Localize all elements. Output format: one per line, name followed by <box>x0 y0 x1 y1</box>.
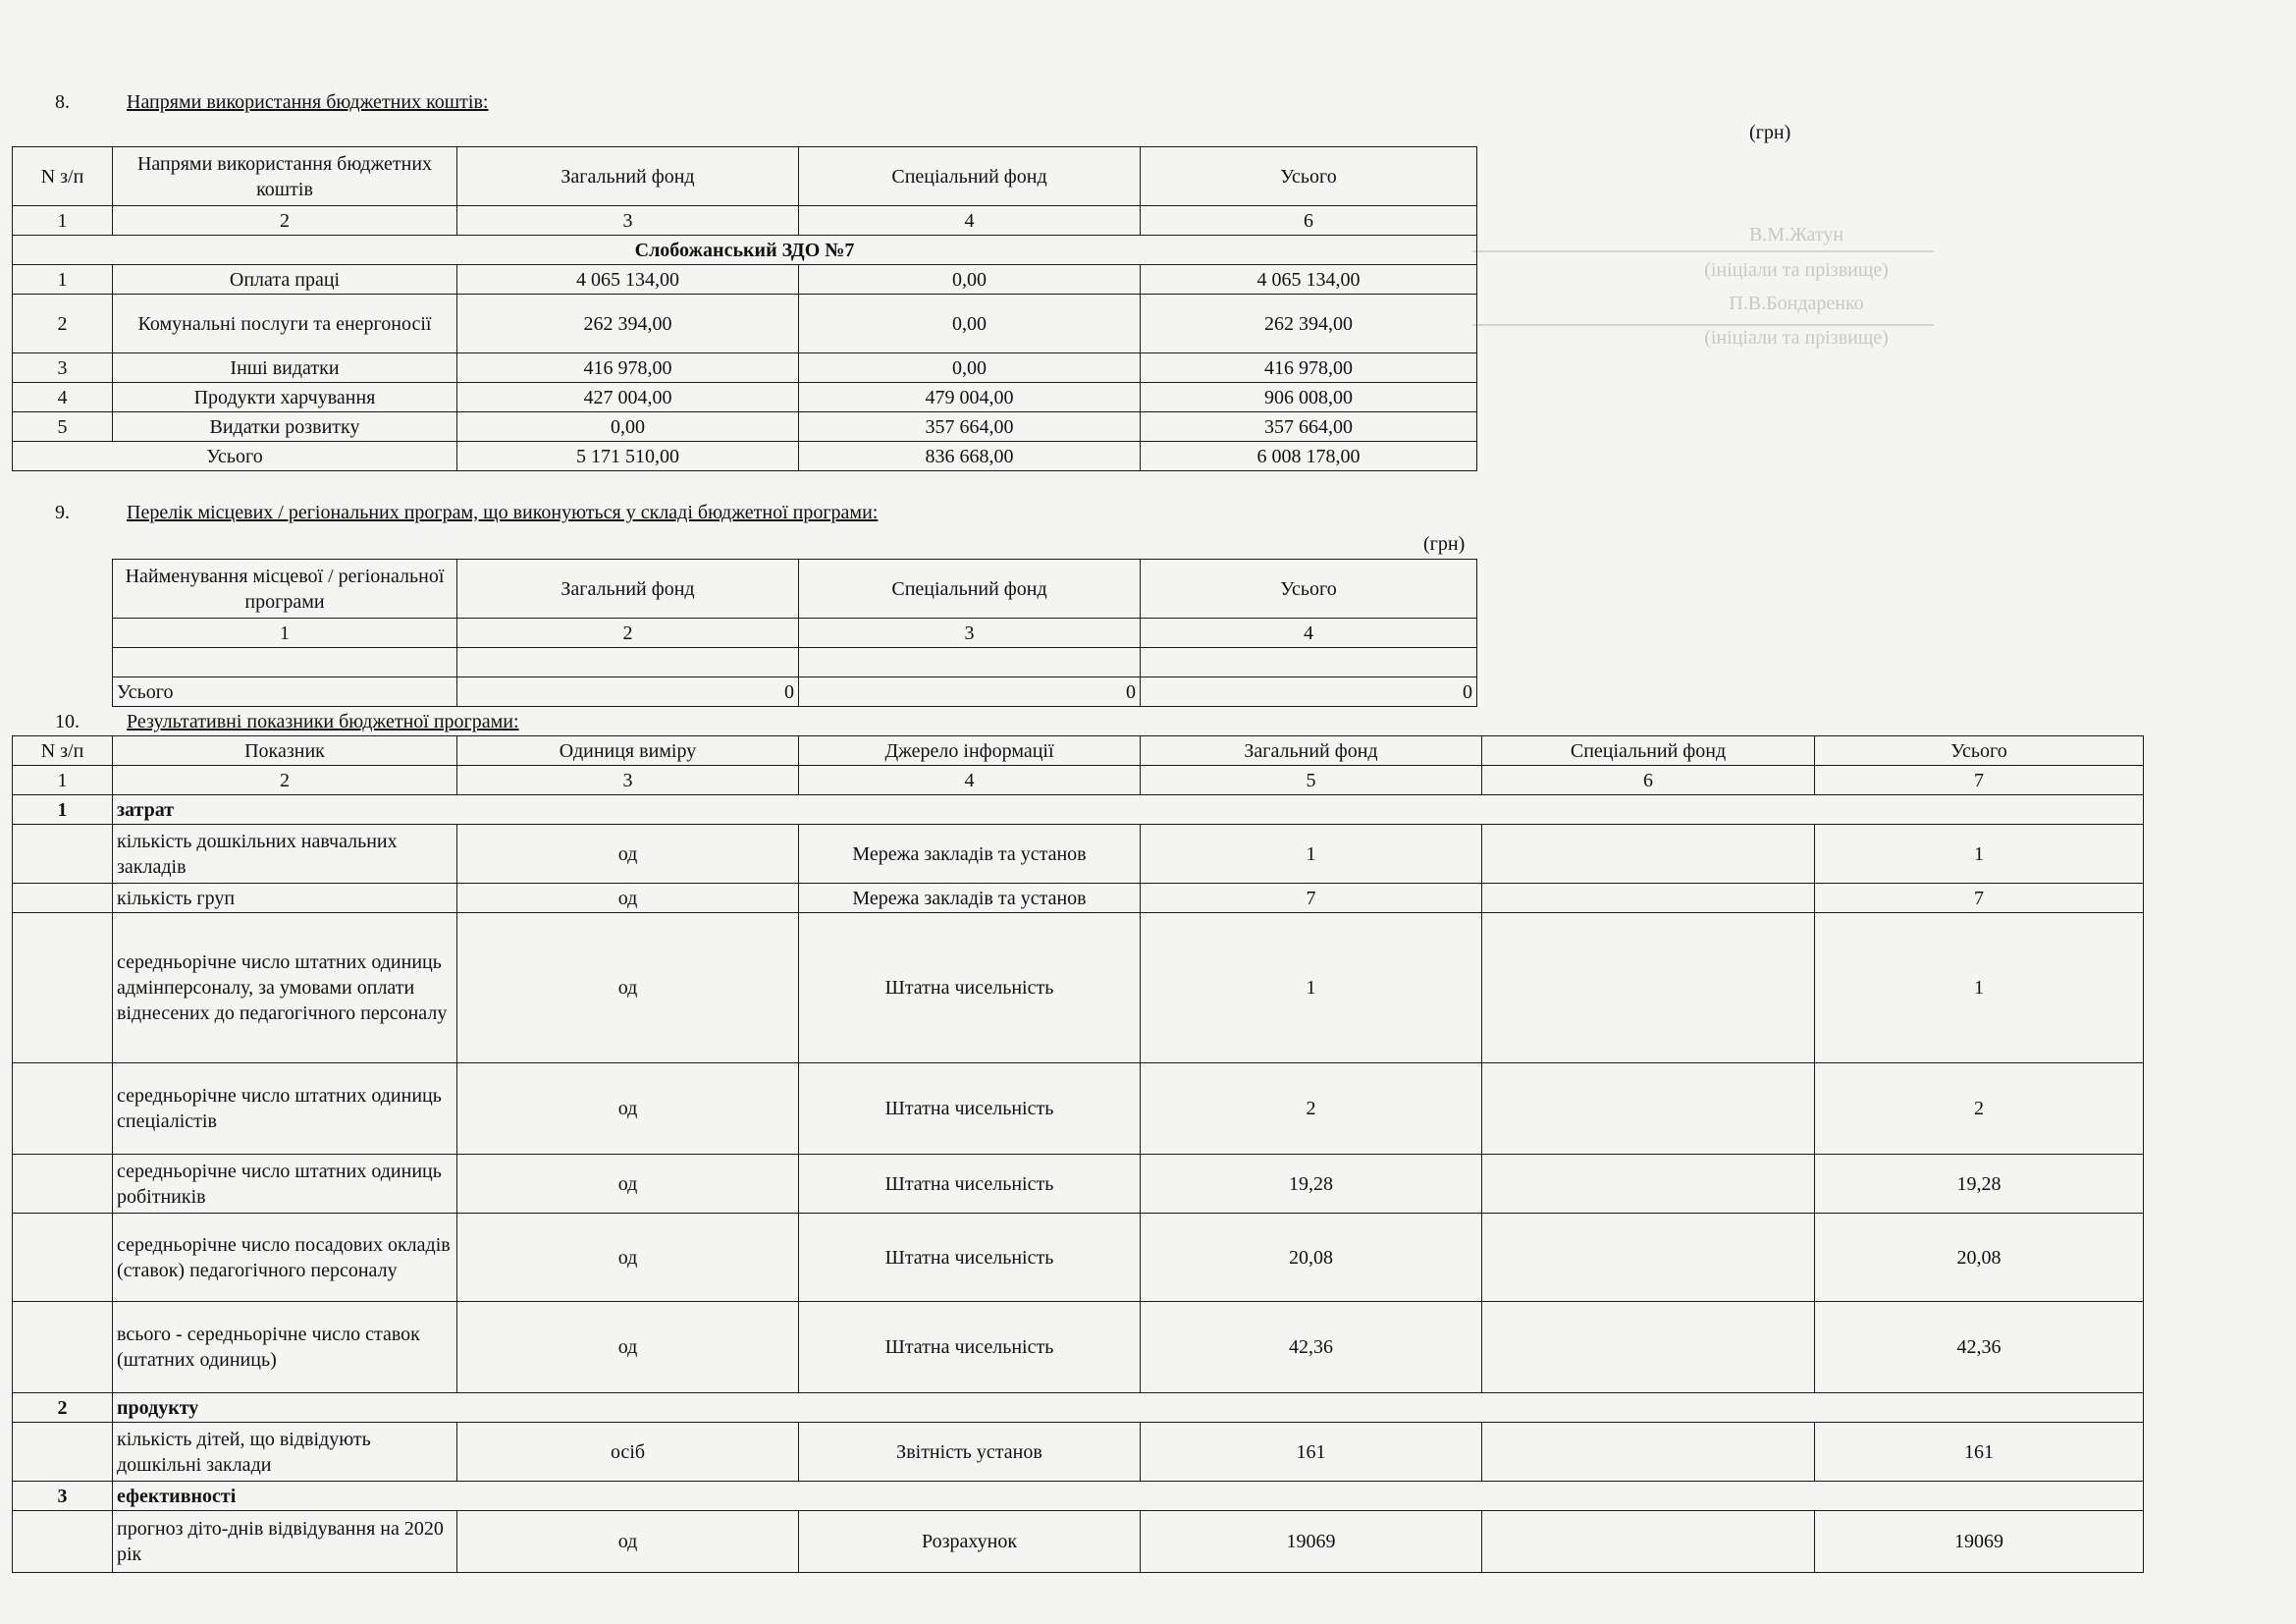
indicator-name: кількість дітей, що відвідують дошкільні заклади <box>113 1423 457 1482</box>
table-cell: 2 <box>13 295 113 353</box>
column-header: Усього <box>1141 560 1477 619</box>
table-cell: Інші видатки <box>113 353 457 383</box>
header-row <box>13 147 1477 206</box>
indicator-name: кількість груп <box>113 884 457 913</box>
total-value: 19,28 <box>1815 1155 2144 1214</box>
table-cell: 427 004,00 <box>457 383 799 412</box>
header-row <box>13 736 2144 766</box>
table-cell: 5 <box>13 412 113 442</box>
bleed-through-name-2: П.В.Бондаренко <box>1729 293 1864 314</box>
table-cell: Оплата праці <box>113 265 457 295</box>
group-number: 3 <box>13 1482 113 1511</box>
row-number <box>13 1423 113 1482</box>
column-number: 3 <box>457 206 799 236</box>
column-number: 3 <box>457 766 799 795</box>
row-number <box>13 1302 113 1393</box>
total-value: 7 <box>1815 884 2144 913</box>
total-value: 20,08 <box>1815 1214 2144 1302</box>
column-header: Спеціальний фонд <box>1482 736 1815 766</box>
total-value: 42,36 <box>1815 1302 2144 1393</box>
unit-of-measure: од <box>457 1302 799 1393</box>
general-fund-value: 20,08 <box>1141 1214 1482 1302</box>
table-cell: 357 664,00 <box>1141 412 1477 442</box>
local-programs-table <box>112 559 1477 707</box>
bleed-through-name-1: В.М.Жатун <box>1748 224 1844 245</box>
row-number <box>13 913 113 1063</box>
row-number <box>13 825 113 884</box>
indicator-row <box>13 1155 2144 1214</box>
bleed-through-line <box>1472 250 1934 252</box>
information-source: Мережа закладів та установ <box>799 884 1141 913</box>
total-label: Усього <box>13 442 457 471</box>
bleed-through-caption-1: (ініціали та прізвище) <box>1704 259 1889 281</box>
special-fund-value <box>1482 1511 1815 1573</box>
general-fund-value: 1 <box>1141 825 1482 884</box>
information-source: Мережа закладів та установ <box>799 825 1141 884</box>
group-number: 1 <box>13 795 113 825</box>
section-8-number: 8. <box>55 91 70 113</box>
information-source: Звітність установ <box>799 1423 1141 1482</box>
unit-of-measure: од <box>457 825 799 884</box>
special-fund-value <box>1482 913 1815 1063</box>
special-fund-value <box>1482 1155 1815 1214</box>
indicator-row <box>13 1511 2144 1573</box>
group-title: ефективності <box>113 1482 2144 1511</box>
column-header: Найменування місцевої / регіональної програми <box>113 560 457 619</box>
information-source: Штатна чисельність <box>799 1155 1141 1214</box>
row-number <box>13 1155 113 1214</box>
column-number: 1 <box>113 619 457 648</box>
column-number-row <box>13 206 1477 236</box>
general-fund-value: 19069 <box>1141 1511 1482 1573</box>
column-number: 1 <box>13 766 113 795</box>
section-8-unit: (грн) <box>1749 122 1791 143</box>
general-fund-value: 2 <box>1141 1063 1482 1155</box>
indicator-row <box>13 913 2144 1063</box>
bleed-through-caption-2: (ініціали та прізвище) <box>1704 327 1889 349</box>
column-header: Показник <box>113 736 457 766</box>
group-title: затрат <box>113 795 2144 825</box>
column-header: N з/п <box>13 147 113 206</box>
unit-of-measure: од <box>457 913 799 1063</box>
unit-of-measure: од <box>457 1511 799 1573</box>
total-row <box>13 442 1477 471</box>
total-value: 2 <box>1815 1063 2144 1155</box>
table-cell: 4 065 134,00 <box>1141 265 1477 295</box>
table-cell: 262 394,00 <box>457 295 799 353</box>
table-row <box>13 353 1477 383</box>
column-number: 4 <box>1141 619 1477 648</box>
column-header: Одиниця виміру <box>457 736 799 766</box>
total-general-fund: 5 171 510,00 <box>457 442 799 471</box>
section-10-number: 10. <box>55 711 80 732</box>
table-cell: 479 004,00 <box>799 383 1141 412</box>
indicator-row <box>13 1214 2144 1302</box>
indicator-name: кількість дошкільних навчальних закладів <box>113 825 457 884</box>
general-fund-value: 161 <box>1141 1423 1482 1482</box>
column-header: Джерело інформації <box>799 736 1141 766</box>
budget-directions-table <box>12 146 1477 471</box>
unit-of-measure: од <box>457 1063 799 1155</box>
column-header: Загальний фонд <box>457 147 799 206</box>
table-cell: 1 <box>13 265 113 295</box>
table-row <box>13 412 1477 442</box>
information-source: Штатна чисельність <box>799 1214 1141 1302</box>
total-row <box>113 677 1477 707</box>
total-sum: 6 008 178,00 <box>1141 442 1477 471</box>
total-special-fund: 836 668,00 <box>799 442 1141 471</box>
unit-of-measure: од <box>457 884 799 913</box>
table-cell: 3 <box>13 353 113 383</box>
column-number-row <box>113 619 1477 648</box>
group-number: 2 <box>13 1393 113 1423</box>
section-9-unit: (грн) <box>1423 533 1466 555</box>
total-special-fund: 0 <box>799 677 1141 707</box>
empty-row <box>113 648 1477 677</box>
column-number: 4 <box>799 766 1141 795</box>
general-fund-value: 1 <box>1141 913 1482 1063</box>
indicator-group-row <box>13 795 2144 825</box>
total-value: 19069 <box>1815 1511 2144 1573</box>
total-value: 1 <box>1815 913 2144 1063</box>
performance-indicators-table <box>12 735 2144 1573</box>
section-9-title: Перелік місцевих / регіональних програм, що виконуються у складі бюджетної програми: <box>127 502 879 523</box>
column-number: 6 <box>1482 766 1815 795</box>
indicator-name: середньорічне число штатних одиниць робітників <box>113 1155 457 1214</box>
indicator-row <box>13 1302 2144 1393</box>
section-9-number: 9. <box>55 502 70 523</box>
section-9-heading <box>55 501 878 524</box>
column-header: Спеціальний фонд <box>799 560 1141 619</box>
special-fund-value <box>1482 1214 1815 1302</box>
total-value: 161 <box>1815 1423 2144 1482</box>
column-header: Спеціальний фонд <box>799 147 1141 206</box>
indicator-name: всього - середньорічне число ставок (штатних одиниць) <box>113 1302 457 1393</box>
empty-cell <box>799 648 1141 677</box>
table-cell: 906 008,00 <box>1141 383 1477 412</box>
group-title-row <box>13 236 1477 265</box>
indicator-group-row <box>13 1482 2144 1511</box>
table-cell: 262 394,00 <box>1141 295 1477 353</box>
row-number <box>13 1214 113 1302</box>
column-number: 3 <box>799 619 1141 648</box>
indicator-row <box>13 884 2144 913</box>
table-row <box>13 295 1477 353</box>
information-source: Штатна чисельність <box>799 1063 1141 1155</box>
indicator-row <box>13 1063 2144 1155</box>
information-source: Розрахунок <box>799 1511 1141 1573</box>
column-header: Загальний фонд <box>1141 736 1482 766</box>
empty-cell <box>457 648 799 677</box>
indicator-name: середньорічне число штатних одиниць адмінперсоналу, за умовами оплати віднесених до педагогічного персоналу <box>113 913 457 1063</box>
total-general-fund: 0 <box>457 677 799 707</box>
unit-of-measure: од <box>457 1155 799 1214</box>
column-number: 1 <box>13 206 113 236</box>
section-10-title: Результативні показники бюджетної програми: <box>127 711 519 732</box>
information-source: Штатна чисельність <box>799 913 1141 1063</box>
general-fund-value: 19,28 <box>1141 1155 1482 1214</box>
indicator-group-row <box>13 1393 2144 1423</box>
indicator-row <box>13 825 2144 884</box>
header-row <box>113 560 1477 619</box>
column-header: Загальний фонд <box>457 560 799 619</box>
column-number: 4 <box>799 206 1141 236</box>
group-title: продукту <box>113 1393 2144 1423</box>
general-fund-value: 7 <box>1141 884 1482 913</box>
table-row <box>13 265 1477 295</box>
table-cell: 0,00 <box>799 353 1141 383</box>
special-fund-value <box>1482 825 1815 884</box>
column-header: Усього <box>1141 147 1477 206</box>
indicator-row <box>13 1423 2144 1482</box>
column-number: 5 <box>1141 766 1482 795</box>
column-number: 2 <box>113 206 457 236</box>
total-label: Усього <box>113 677 457 707</box>
table-cell: 0,00 <box>799 265 1141 295</box>
row-number <box>13 1063 113 1155</box>
special-fund-value <box>1482 884 1815 913</box>
total-value: 1 <box>1815 825 2144 884</box>
column-number: 6 <box>1141 206 1477 236</box>
unit-of-measure: осіб <box>457 1423 799 1482</box>
table-cell: 357 664,00 <box>799 412 1141 442</box>
table-cell: Продукти харчування <box>113 383 457 412</box>
table-cell: 416 978,00 <box>457 353 799 383</box>
special-fund-value <box>1482 1063 1815 1155</box>
table-row <box>13 383 1477 412</box>
total-sum: 0 <box>1141 677 1477 707</box>
row-number <box>13 884 113 913</box>
column-number: 7 <box>1815 766 2144 795</box>
table-cell: 416 978,00 <box>1141 353 1477 383</box>
table-cell: 0,00 <box>799 295 1141 353</box>
empty-cell <box>1141 648 1477 677</box>
table-cell: 4 <box>13 383 113 412</box>
information-source: Штатна чисельність <box>799 1302 1141 1393</box>
group-title: Слобожанський ЗДО №7 <box>13 236 1477 265</box>
column-number-row <box>13 766 2144 795</box>
column-header: Усього <box>1815 736 2144 766</box>
bleed-through-line <box>1472 324 1934 326</box>
table-cell: Видатки розвитку <box>113 412 457 442</box>
section-10-heading <box>55 710 519 733</box>
row-number <box>13 1511 113 1573</box>
special-fund-value <box>1482 1302 1815 1393</box>
empty-cell <box>113 648 457 677</box>
table-cell: 0,00 <box>457 412 799 442</box>
indicator-name: середньорічне число штатних одиниць спеціалістів <box>113 1063 457 1155</box>
table-cell: Комунальні послуги та енергоносії <box>113 295 457 353</box>
column-header: Напрями використання бюджетних коштів <box>113 147 457 206</box>
unit-of-measure: од <box>457 1214 799 1302</box>
column-number: 2 <box>113 766 457 795</box>
indicator-name: середньорічне число посадових окладів (ставок) педагогічного персоналу <box>113 1214 457 1302</box>
table-cell: 4 065 134,00 <box>457 265 799 295</box>
column-number: 2 <box>457 619 799 648</box>
section-8-heading <box>55 90 488 114</box>
section-8-title: Напрями використання бюджетних коштів: <box>127 91 489 113</box>
general-fund-value: 42,36 <box>1141 1302 1482 1393</box>
special-fund-value <box>1482 1423 1815 1482</box>
indicator-name: прогноз діто-днів відвідування на 2020 рік <box>113 1511 457 1573</box>
column-header: N з/п <box>13 736 113 766</box>
